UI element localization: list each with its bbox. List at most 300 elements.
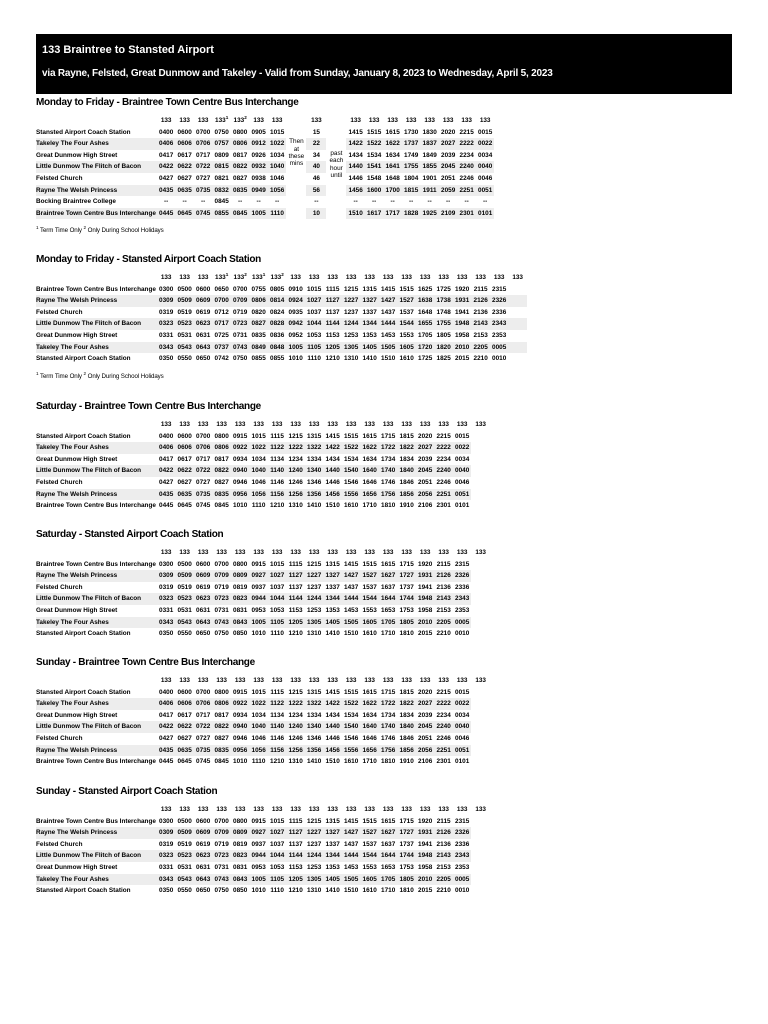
departure-time: 0445 — [157, 208, 176, 220]
stop-name: Takeley The Four Ashes — [36, 698, 157, 710]
departure-time: 1110 — [251, 502, 266, 510]
departure-time: 1044 — [305, 318, 324, 330]
departure-time: 1222 — [286, 698, 305, 710]
stop-name: Braintree Town Centre Bus Interchange — [36, 817, 156, 825]
minutes-past-hour: 15 — [312, 128, 320, 136]
departure-time: 0828 — [268, 318, 287, 330]
departure-time: 0700 — [212, 295, 231, 307]
departure-time: 0309 — [157, 827, 176, 839]
departure-time: 1005 — [249, 874, 268, 886]
route-number-header: 133 — [438, 421, 449, 428]
departure-time: 2126 — [434, 827, 453, 839]
route-number-header: 133 — [382, 274, 394, 281]
departure-time: 0731 — [214, 606, 229, 614]
departure-time: 1546 — [344, 478, 359, 486]
departure-time: 0022 — [476, 138, 495, 150]
departure-time: 1122 — [268, 698, 287, 710]
departure-time: 1046 — [251, 478, 266, 486]
departure-time: 0832 — [212, 185, 231, 197]
departure-time: 0845 — [231, 208, 250, 220]
departure-time: 1253 — [307, 863, 322, 871]
note-word: until — [330, 172, 343, 179]
minutes-past-hour: 40 — [306, 161, 326, 173]
departure-time: 0949 — [249, 185, 268, 197]
departure-time: 1510 — [344, 887, 359, 895]
departure-time: 1444 — [342, 593, 361, 605]
departure-time: 0717 — [196, 151, 211, 159]
departure-time: 2039 — [418, 711, 433, 719]
departure-time: 2109 — [439, 208, 458, 220]
departure-time: 2153 — [473, 331, 488, 339]
timetable — [36, 419, 490, 512]
departure-time: 0750 — [214, 128, 229, 136]
stop-name: Takeley The Four Ashes — [36, 342, 157, 354]
departure-time: 0800 — [233, 817, 248, 825]
stop-header-blank — [36, 547, 157, 559]
departure-time: 1534 — [367, 151, 382, 159]
departure-time: 1210 — [325, 355, 340, 363]
table-row — [36, 161, 494, 173]
table-row — [36, 138, 494, 150]
departure-time: 0046 — [455, 734, 470, 742]
minutes-past-hour: 56 — [306, 185, 326, 197]
departure-time: 0953 — [251, 606, 266, 614]
departure-time: 1510 — [381, 355, 396, 363]
departure-time: 1622 — [383, 138, 402, 150]
departure-time: 0609 — [194, 295, 213, 307]
departure-time: 1756 — [379, 489, 398, 501]
departure-time: 1040 — [249, 721, 268, 733]
route-number-header: 133 — [290, 421, 301, 428]
footnote-marker: 1 — [36, 225, 39, 231]
departure-time: 0445 — [159, 758, 174, 766]
departure-time: 2115 — [473, 285, 488, 293]
departure-time: 1544 — [360, 593, 379, 605]
frequency-note-then — [286, 138, 306, 184]
departure-time: 0617 — [177, 455, 192, 463]
departure-time: 2343 — [453, 850, 472, 862]
departure-time: 1446 — [325, 734, 340, 742]
departure-time: 0835 — [212, 745, 231, 757]
departure-time: 0331 — [159, 863, 174, 871]
departure-time: 0635 — [175, 745, 194, 757]
departure-time: 1034 — [270, 151, 285, 159]
departure-time: 1227 — [305, 827, 324, 839]
departure-time: 1958 — [418, 863, 433, 871]
departure-time: 0643 — [194, 874, 213, 886]
route-number-header: 133 — [179, 677, 190, 684]
departure-time: 1638 — [416, 295, 435, 307]
departure-time: 0543 — [175, 617, 194, 629]
stop-name: Rayne The Welsh Princess — [36, 185, 157, 197]
departure-time: 1153 — [288, 606, 303, 614]
departure-time: 1446 — [325, 478, 340, 486]
route-number-header: 133 — [345, 421, 357, 428]
section-title: Sunday - Braintree Town Centre Bus Interchange — [36, 657, 255, 668]
departure-time: 1605 — [397, 342, 416, 354]
departure-time: 0800 — [233, 128, 248, 136]
departure-time: 0723 — [231, 318, 250, 330]
departure-time: 0937 — [251, 583, 266, 591]
departure-time: 0934 — [233, 711, 248, 719]
departure-time: 1010 — [233, 502, 248, 510]
departure-time: 0422 — [157, 161, 176, 173]
route-footnote-marker: 2 — [281, 272, 284, 277]
departure-time: 1353 — [362, 331, 377, 339]
departure-time: 1340 — [305, 721, 324, 733]
departure-time: 1522 — [365, 138, 384, 150]
departure-time: 1925 — [420, 208, 439, 220]
departure-time: 0822 — [212, 465, 231, 477]
departure-time: 1115 — [270, 688, 284, 696]
stop-name: Great Dunmow High Street — [36, 455, 118, 463]
departure-time: 0806 — [212, 698, 231, 710]
departure-time: 0600 — [196, 560, 211, 568]
route-number-header: 133 — [308, 677, 320, 684]
stop-name: Great Dunmow High Street — [36, 863, 118, 871]
departure-time: 2251 — [434, 745, 453, 757]
departure-time: 1727 — [397, 570, 416, 582]
departure-time: 1310 — [288, 758, 303, 766]
departure-time: 1044 — [268, 850, 287, 862]
departure-time: 1415 — [344, 817, 359, 825]
departure-time: 1740 — [379, 465, 398, 477]
departure-time: 1327 — [323, 570, 342, 582]
departure-time: 0406 — [157, 698, 176, 710]
departure-time: 1648 — [385, 174, 400, 182]
departure-time: 1722 — [379, 698, 398, 710]
timetable — [36, 547, 490, 640]
stop-name: Rayne The Welsh Princess — [36, 745, 157, 757]
route-number-header: 133 — [419, 806, 431, 813]
departure-time: 1515 — [367, 128, 382, 136]
departure-time: 1205 — [286, 617, 305, 629]
departure-time: 0845 — [214, 198, 229, 206]
departure-time: 1253 — [344, 331, 359, 339]
minutes-past-hour: -- — [314, 198, 319, 206]
table-row — [36, 173, 494, 185]
departure-time: 1234 — [288, 455, 303, 463]
departure-time: 1215 — [288, 688, 303, 696]
departure-time: 1805 — [397, 617, 416, 629]
departure-time: 1600 — [365, 185, 384, 197]
footnote-text: Only During School Holidays — [85, 227, 164, 235]
departure-time: 1210 — [288, 887, 303, 895]
table-row — [36, 593, 490, 605]
route-number-header: 133 — [197, 274, 209, 281]
departure-time: 0606 — [175, 442, 194, 454]
departure-time: 0531 — [177, 863, 192, 871]
departure-time: 1427 — [379, 295, 398, 307]
departure-time: 0819 — [233, 583, 248, 591]
footnote-marker: 2 — [83, 370, 86, 376]
route-number-header: 133 — [438, 806, 449, 813]
route-number-header: 133 — [475, 421, 486, 428]
stop-name: Rayne The Welsh Princess — [36, 570, 157, 582]
departure-time: 1437 — [381, 308, 396, 316]
departure-time: 0835 — [251, 331, 266, 339]
departure-time: 1310 — [344, 355, 359, 363]
departure-time: 1653 — [381, 606, 396, 614]
departure-time: 1037 — [307, 308, 322, 316]
route-footnote-marker: 2 — [244, 115, 247, 120]
departure-time: 1356 — [305, 745, 324, 757]
departure-time: 0806 — [249, 295, 268, 307]
departure-time: 1305 — [342, 342, 361, 354]
stop-name: Rayne The Welsh Princess — [36, 827, 157, 839]
note-gap — [286, 208, 306, 220]
departure-time: 1215 — [288, 432, 303, 440]
departure-time: 0635 — [175, 185, 194, 197]
departure-time: 1115 — [270, 432, 284, 440]
departure-time: 1810 — [381, 502, 396, 510]
departure-time: 0343 — [157, 342, 176, 354]
departure-time: 1655 — [416, 318, 435, 330]
departure-time: 0855 — [251, 355, 266, 363]
stop-name: Braintree Town Centre Bus Interchange — [36, 502, 156, 510]
route-number-header: 133 — [160, 421, 172, 428]
departure-time: 1846 — [399, 478, 414, 486]
departure-time: 0831 — [233, 606, 248, 614]
route-number-header: 133 — [479, 117, 491, 124]
stop-name: Little Dunmow The Flitch of Bacon — [36, 593, 157, 605]
route-number-header: 133 — [475, 274, 486, 281]
departure-time: 0706 — [194, 138, 213, 150]
departure-time: 1305 — [305, 617, 324, 629]
footnote — [36, 370, 732, 380]
route-number-header: 133 — [401, 549, 412, 556]
note-gap — [286, 196, 306, 208]
departure-time: 1415 — [344, 560, 359, 568]
route-number-header: 133 — [382, 677, 394, 684]
departure-time: 2039 — [418, 455, 433, 463]
departure-time: 1510 — [325, 502, 340, 510]
minutes-past-hour: 34 — [312, 151, 320, 159]
departure-time: 1005 — [286, 342, 305, 354]
departure-time: 0745 — [196, 502, 211, 510]
departure-time: 0912 — [249, 138, 268, 150]
departure-time: 2153 — [436, 606, 451, 614]
route-number-header: $133^1$ — [252, 272, 266, 281]
departure-time: 1615 — [381, 817, 396, 825]
departure-time: 1615 — [362, 688, 377, 696]
departure-time: 1410 — [307, 502, 322, 510]
departure-time: 1105 — [268, 874, 287, 886]
departure-time: 2126 — [434, 570, 453, 582]
departure-time: 0927 — [249, 827, 268, 839]
departure-time: -- — [201, 198, 206, 206]
route-number-header: 133 — [234, 421, 246, 428]
departure-time: 1027 — [305, 295, 324, 307]
note-gap — [326, 196, 346, 208]
departure-time: 1005 — [249, 617, 268, 629]
departure-time: 1705 — [379, 874, 398, 886]
route-number-header: 133 — [197, 117, 209, 124]
departure-time: -- — [238, 198, 243, 206]
departure-time: 1137 — [325, 308, 340, 316]
departure-time: 0005 — [490, 342, 509, 354]
departure-time: 1405 — [323, 617, 342, 629]
departure-time: 1456 — [346, 185, 365, 197]
departure-time: 1240 — [286, 721, 305, 733]
departure-time: 0827 — [249, 318, 268, 330]
departure-time: -- — [182, 198, 187, 206]
departure-time: 1034 — [251, 711, 266, 719]
departure-time: 1710 — [381, 630, 396, 638]
departure-time: 0417 — [159, 455, 174, 463]
departure-time: 0600 — [177, 688, 192, 696]
departure-time: 1737 — [399, 583, 414, 591]
departure-time: 2015 — [455, 355, 470, 363]
departure-time: 1653 — [381, 863, 396, 871]
departure-time: 1327 — [360, 295, 379, 307]
departure-time: 1227 — [342, 295, 361, 307]
departure-time: 0300 — [159, 817, 174, 825]
route-number-header: $133^1$ — [215, 272, 229, 281]
departure-time — [508, 318, 527, 330]
departure-time: 1046 — [251, 734, 266, 742]
departure-time: 1755 — [402, 161, 421, 173]
departure-time: 1444 — [379, 318, 398, 330]
departure-time: 1846 — [399, 734, 414, 742]
departure-time: 0022 — [453, 442, 472, 454]
stop-name: Little Dunmow The Flitch of Bacon — [36, 161, 157, 173]
departure-time: 1931 — [453, 295, 472, 307]
departure-time: 1440 — [346, 161, 365, 173]
minutes-past-hour: 10 — [306, 208, 326, 220]
route-number-header: 133 — [253, 677, 264, 684]
departure-time: 0940 — [231, 721, 250, 733]
departure-time: 1920 — [455, 285, 470, 293]
route-number-header: 133 — [327, 549, 338, 556]
departure-time: 1322 — [305, 698, 324, 710]
timetable — [36, 272, 527, 365]
departure-time: 0942 — [286, 318, 305, 330]
departure-time: 1405 — [360, 342, 379, 354]
departure-time: 0727 — [196, 174, 211, 182]
departure-time: 1044 — [268, 593, 287, 605]
departure-time: 2115 — [436, 817, 451, 825]
departure-time: 1610 — [399, 355, 414, 363]
departure-time: 1553 — [362, 863, 377, 871]
departure-time: 0435 — [157, 489, 176, 501]
departure-time: 0622 — [175, 721, 194, 733]
departure-time: 0850 — [233, 630, 248, 638]
departure-time: 0755 — [251, 285, 266, 293]
departure-time: 1958 — [455, 331, 470, 339]
departure-time: 0819 — [233, 840, 248, 848]
departure-time: 0855 — [212, 208, 231, 220]
departure-time: 1015 — [270, 817, 285, 825]
departure-time: 1730 — [404, 128, 419, 136]
route-number-header: 133 — [197, 549, 209, 556]
route-number-header: 133 — [197, 806, 209, 813]
departure-time: 1337 — [362, 308, 377, 316]
departure-time: 0400 — [159, 688, 174, 696]
departure-time: 0944 — [249, 593, 268, 605]
departure-time: 1856 — [397, 489, 416, 501]
table-row — [36, 208, 494, 220]
route-number-header: 133 — [179, 421, 190, 428]
departure-time: 0743 — [212, 874, 231, 886]
route-number-header: 133 — [350, 117, 361, 124]
departure-time: 0422 — [157, 721, 176, 733]
departure-time: 1110 — [270, 630, 284, 638]
departure-time: -- — [256, 198, 261, 206]
departure-time: 1749 — [404, 151, 419, 159]
departure-time: 1434 — [325, 455, 340, 463]
departure-time: 1227 — [305, 570, 324, 582]
departure-time: 0855 — [270, 355, 285, 363]
departure-time: 0836 — [270, 331, 285, 339]
departure-time: 1540 — [342, 721, 361, 733]
table-row — [36, 745, 490, 757]
departure-time: -- — [409, 198, 414, 206]
departure-time: 2240 — [434, 465, 453, 477]
departure-time: 0706 — [194, 698, 213, 710]
departure-time: 0500 — [177, 560, 192, 568]
departure-time: 1753 — [399, 863, 414, 871]
route-number-header: 133 — [456, 549, 468, 556]
route-number-header: 133 — [382, 549, 394, 556]
departure-time: 0956 — [231, 489, 250, 501]
route-number-header: 133 — [364, 274, 375, 281]
route-number-header: 133 — [234, 549, 246, 556]
departure-time: 1440 — [323, 465, 342, 477]
departure-time: 1510 — [346, 208, 365, 220]
route-footnote-marker: 1 — [225, 272, 229, 277]
route-number-header: 133 — [345, 677, 357, 684]
departure-time: 1344 — [323, 850, 342, 862]
departure-time: 1622 — [360, 698, 379, 710]
departure-time: 0926 — [251, 151, 266, 159]
route-number-header: 133 — [364, 549, 375, 556]
departure-time: 1656 — [360, 489, 379, 501]
departure-time — [508, 342, 527, 354]
departure-time: 0650 — [214, 285, 229, 293]
note-gap — [326, 138, 346, 150]
departure-time: 0932 — [249, 161, 268, 173]
route-number-header: 133 — [308, 421, 320, 428]
departure-time: 2222 — [457, 138, 476, 150]
stop-name: Felsted Church — [36, 583, 83, 591]
departure-time: 1334 — [307, 711, 322, 719]
route-number-header: 133 — [308, 549, 320, 556]
stop-name: Rayne The Welsh Princess — [36, 489, 157, 501]
departure-time: 2343 — [490, 318, 509, 330]
departure-time: 1715 — [399, 817, 414, 825]
departure-time: -- — [372, 198, 377, 206]
departure-time: 0531 — [177, 331, 192, 339]
departure-time: 0509 — [175, 570, 194, 582]
table-row — [36, 431, 490, 443]
departure-time: 1820 — [434, 342, 453, 354]
departure-time: 0650 — [196, 887, 211, 895]
table-row — [36, 839, 490, 851]
departure-time: 1640 — [360, 721, 379, 733]
departure-time: 1127 — [286, 570, 305, 582]
departure-time: 1010 — [288, 355, 303, 363]
departure-time: 2336 — [455, 583, 470, 591]
route-number-header: $133^1$ — [215, 115, 229, 124]
departure-time: 1144 — [286, 593, 305, 605]
footnote — [36, 227, 732, 234]
table-row — [36, 185, 494, 197]
departure-time: 0623 — [194, 850, 213, 862]
departure-time: 1553 — [362, 606, 377, 614]
route-number-header: 133 — [197, 677, 209, 684]
departure-time: 1134 — [270, 711, 285, 719]
